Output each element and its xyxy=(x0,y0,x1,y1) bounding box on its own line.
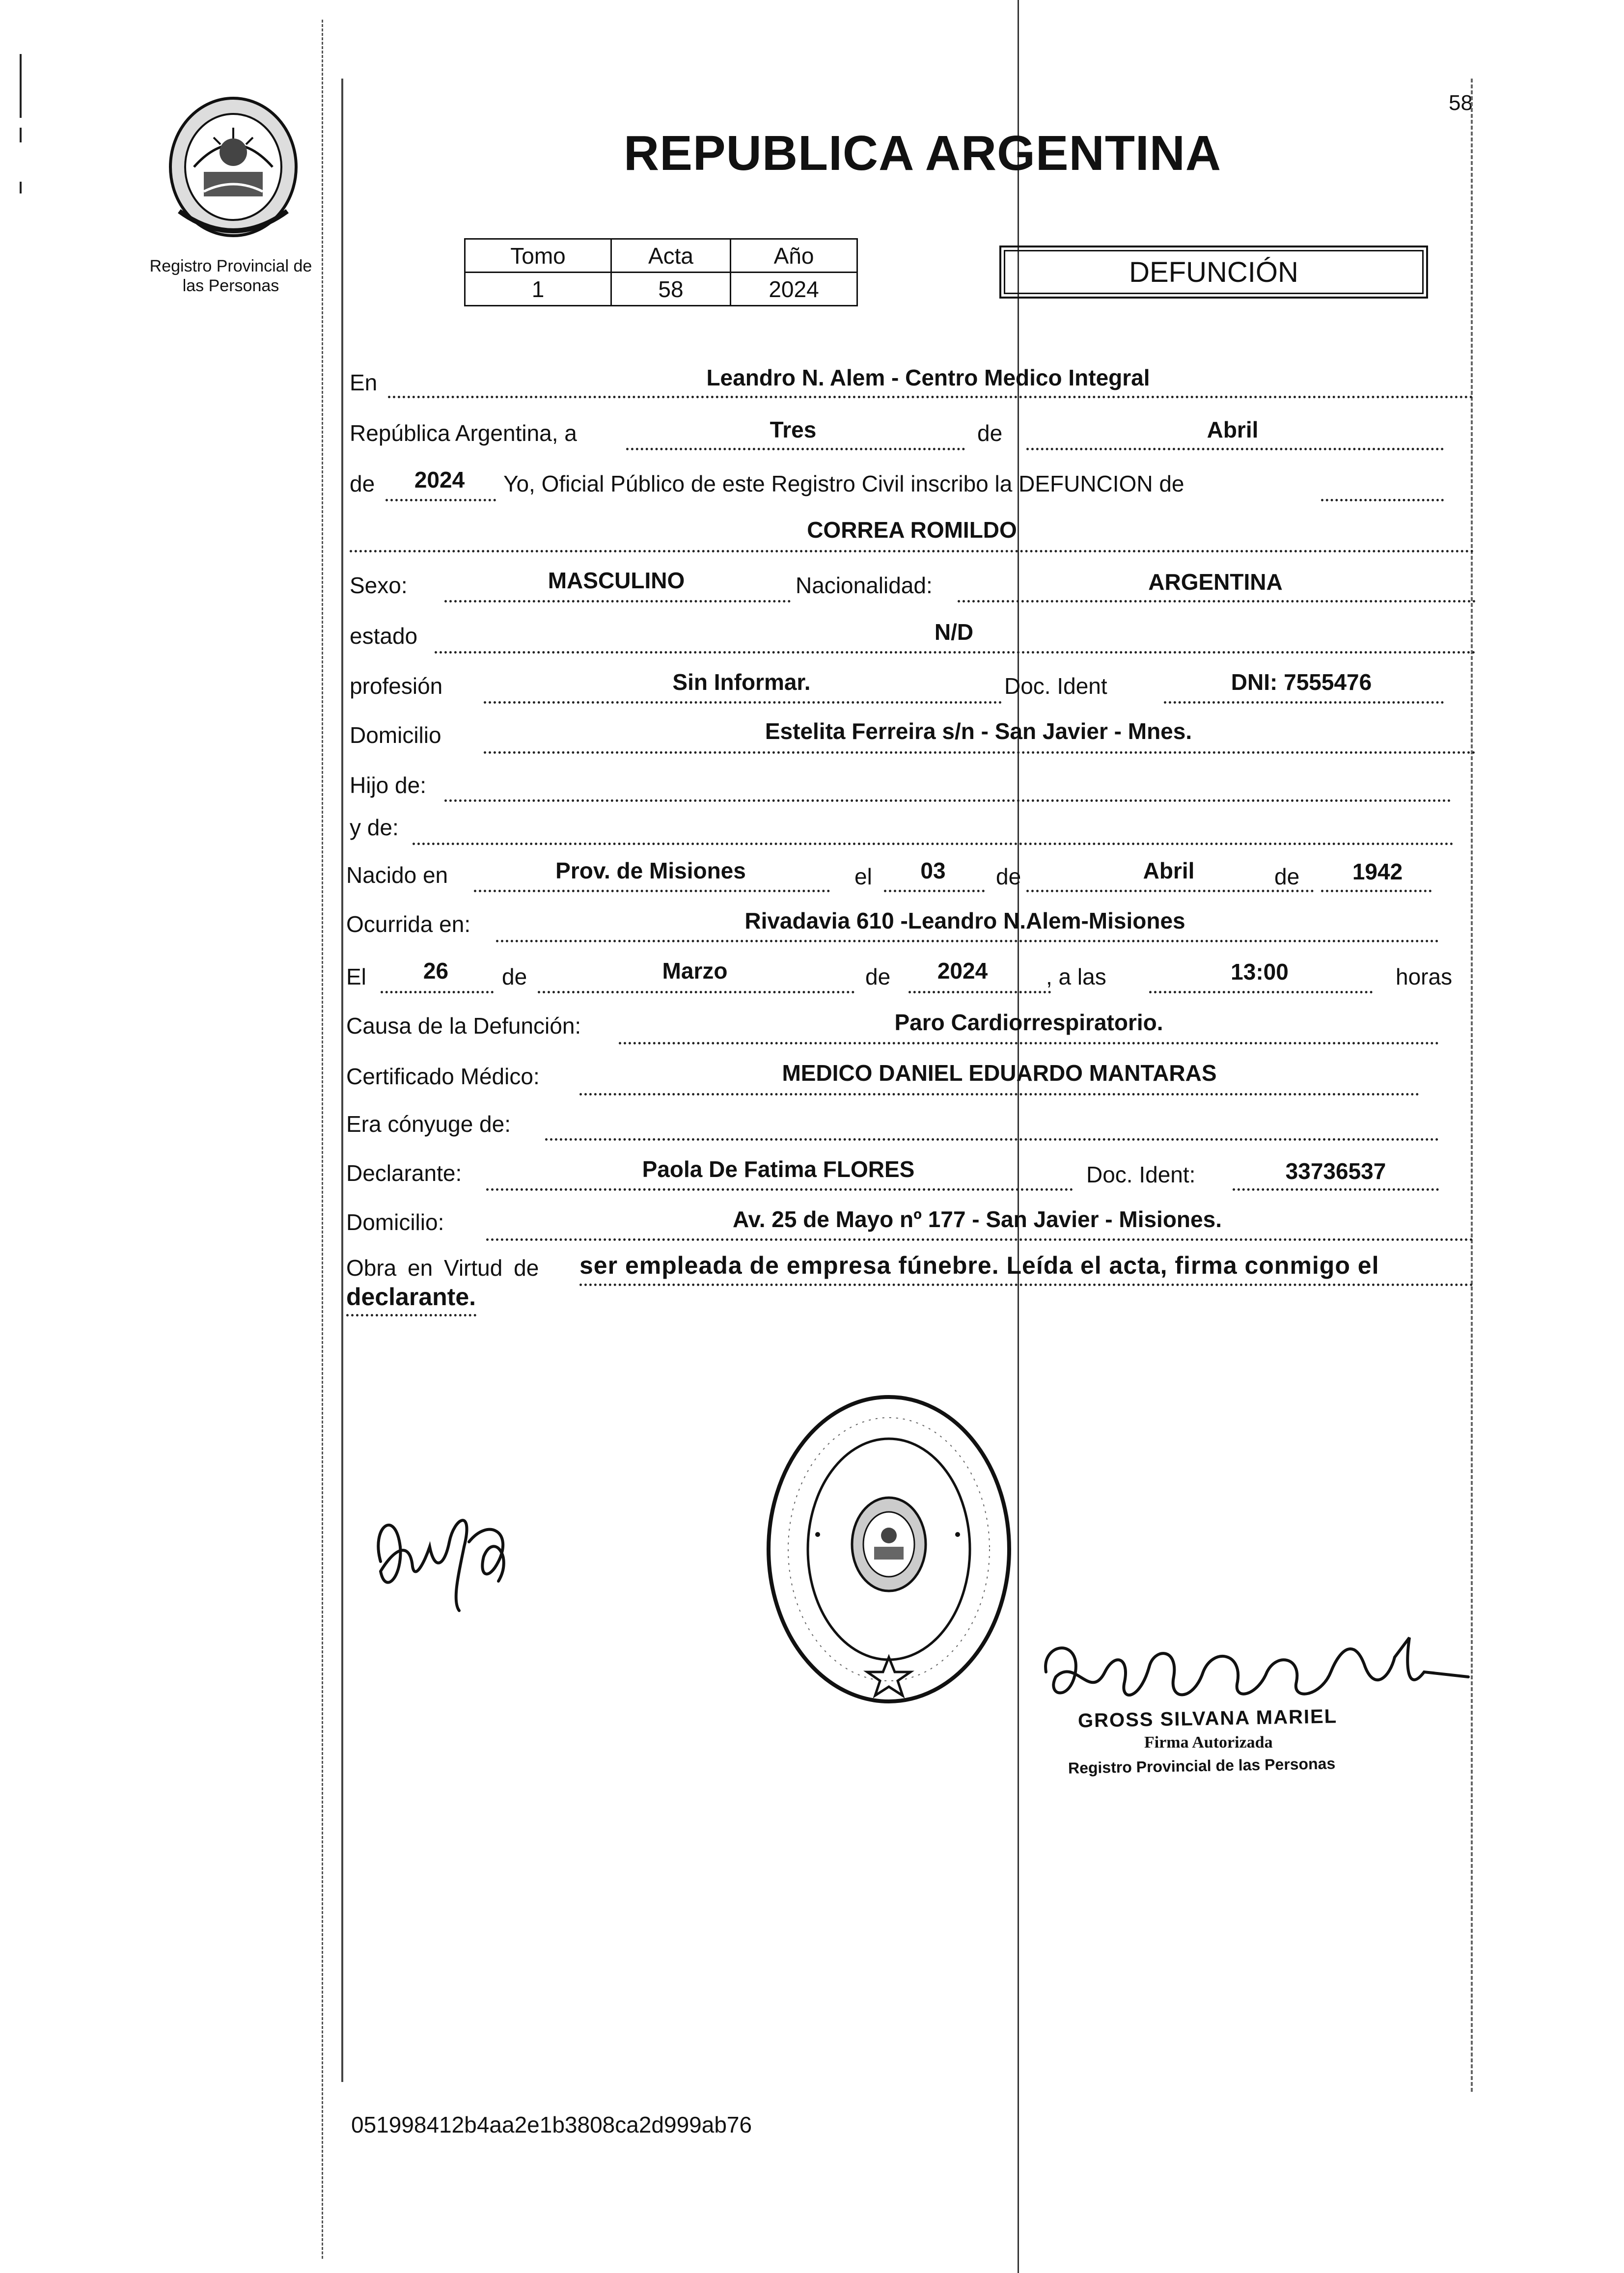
reference-table xyxy=(464,238,858,306)
dotted-line-en xyxy=(388,396,1473,398)
label-certificado: Certificado Médico: xyxy=(346,1064,540,1089)
dotted-line-birth-year xyxy=(1321,890,1431,892)
label-a-las: , a las xyxy=(1046,964,1106,989)
ref-value-ano: 2024 xyxy=(731,273,857,306)
label-el2: El xyxy=(346,964,366,989)
dotted-line-profesion xyxy=(484,701,1002,704)
dotted-line-causa xyxy=(619,1042,1439,1044)
oficial-statement: Yo, Oficial Público de este Registro Civil inscribo la DEFUNCION de xyxy=(503,471,1184,496)
label-republica: República Argentina, a xyxy=(350,420,577,446)
value-en: Leandro N. Alem - Centro Medico Integral xyxy=(706,365,1150,390)
deceased-name: CORREA ROMILDO xyxy=(807,517,1017,543)
dotted-line-conyuge xyxy=(545,1138,1439,1141)
label-horas: horas xyxy=(1396,964,1453,989)
dotted-line-declarante xyxy=(486,1188,1073,1191)
dotted-line-birth-day xyxy=(884,890,985,892)
dotted-line-nacionalidad xyxy=(958,600,1476,602)
label-causa: Causa de la Defunción: xyxy=(346,1013,581,1039)
label-death-de: de xyxy=(502,964,527,989)
registry-caption xyxy=(133,256,329,296)
dotted-line-year xyxy=(385,499,496,501)
label-de-month: de xyxy=(977,420,1003,446)
ref-value-acta: 58 xyxy=(611,273,731,306)
value-sexo: MASCULINO xyxy=(548,568,685,593)
dotted-line-obra-1 xyxy=(579,1284,1473,1286)
dotted-line-death-month xyxy=(538,991,854,993)
label-profesion: profesión xyxy=(350,673,443,699)
scan-mark-left xyxy=(20,54,22,118)
value-ocurrida: Rivadavia 610 -Leandro N.Alem-Misiones xyxy=(744,908,1185,933)
dotted-line-death-day xyxy=(381,991,494,993)
value-doc-ident: DNI: 7555476 xyxy=(1231,669,1372,695)
ref-header-ano: Año xyxy=(731,239,857,273)
record-type-box xyxy=(999,246,1428,299)
registry-caption-line-2: las Personas xyxy=(182,276,279,295)
value-nacido: Prov. de Misiones xyxy=(555,858,746,883)
value-obra-line-2: declarante. xyxy=(346,1283,476,1311)
label-decl-domicilio: Domicilio: xyxy=(346,1209,444,1235)
binding-line-left xyxy=(322,20,323,2259)
dotted-line-day xyxy=(626,448,965,450)
signatory-office: Registro Provincial de las Personas xyxy=(1068,1754,1336,1777)
province-emblem xyxy=(165,93,302,241)
value-death-time: 13:00 xyxy=(1231,959,1289,985)
value-declarante: Paola De Fatima FLORES xyxy=(642,1156,915,1182)
dotted-line-y-de xyxy=(413,843,1454,845)
label-birth-de: de xyxy=(996,864,1021,889)
scan-mark-left-3 xyxy=(20,182,22,193)
label-decl-doc: Doc. Ident: xyxy=(1086,1162,1196,1187)
value-death-year: 2024 xyxy=(937,958,988,984)
dotted-line-sexo xyxy=(444,600,791,602)
value-profesion: Sin Informar. xyxy=(672,669,811,695)
dotted-line-doc-ident xyxy=(1164,701,1444,704)
page-number: 58 xyxy=(1449,91,1473,115)
label-nacido: Nacido en xyxy=(346,862,448,888)
label-en: En xyxy=(350,370,378,395)
ref-header-tomo: Tomo xyxy=(465,239,611,273)
value-causa: Paro Cardiorrespiratorio. xyxy=(894,1010,1163,1035)
value-death-month: Marzo xyxy=(662,958,728,984)
declarant-signature xyxy=(366,1488,518,1616)
dotted-line-name xyxy=(350,550,1474,552)
value-death-day: 26 xyxy=(423,958,449,984)
label-de-year: de xyxy=(350,471,375,496)
dotted-line-decl-doc xyxy=(1233,1188,1439,1191)
dotted-line-certificado xyxy=(579,1093,1419,1095)
label-nacionalidad: Nacionalidad: xyxy=(796,573,933,598)
registry-caption-line-1: Registro Provincial de xyxy=(149,257,312,275)
label-declarante: Declarante: xyxy=(346,1160,462,1186)
dotted-line-birth-month xyxy=(1026,890,1314,892)
label-ocurrida: Ocurrida en: xyxy=(346,911,471,937)
label-birth-de2: de xyxy=(1274,864,1300,889)
value-decl-domicilio: Av. 25 de Mayo nº 177 - San Javier - Misiones. xyxy=(733,1206,1222,1232)
value-birth-month: Abril xyxy=(1143,858,1195,883)
dotted-line-month xyxy=(1026,448,1444,450)
dotted-line-oficial xyxy=(1321,499,1444,501)
label-obra: Obra en Virtud de xyxy=(346,1255,539,1281)
ref-header-acta: Acta xyxy=(611,239,731,273)
official-signature xyxy=(1036,1628,1478,1716)
signatory-role: Firma Autorizada xyxy=(1144,1733,1273,1752)
value-obra-line-1: ser empleada de empresa fúnebre. Leída el acta, firma conmigo el xyxy=(579,1252,1379,1279)
fold-line xyxy=(1018,0,1019,2273)
label-domicilio: Domicilio xyxy=(350,722,441,748)
document-title: REPUBLICA ARGENTINA xyxy=(624,126,1222,181)
value-estado: N/D xyxy=(934,619,974,645)
ref-value-tomo: 1 xyxy=(465,273,611,306)
label-conyuge: Era cónyuge de: xyxy=(346,1111,511,1137)
record-type: DEFUNCIÓN xyxy=(1129,256,1298,288)
label-doc-ident: Doc. Ident xyxy=(1004,673,1107,699)
dotted-line-ocurrida xyxy=(496,940,1439,942)
label-hijo: Hijo de: xyxy=(350,772,426,798)
scan-mark-left-2 xyxy=(20,128,22,142)
value-birth-day: 03 xyxy=(920,858,946,883)
value-nacionalidad: ARGENTINA xyxy=(1148,569,1283,595)
margin-line-left xyxy=(341,79,343,2082)
dotted-line-obra-2 xyxy=(346,1314,476,1316)
value-birth-year: 1942 xyxy=(1352,859,1403,884)
value-year: 2024 xyxy=(414,467,465,493)
dotted-line-decl-domicilio xyxy=(486,1238,1473,1241)
value-certificado: MEDICO DANIEL EDUARDO MANTARAS xyxy=(782,1060,1217,1086)
dotted-line-domicilio xyxy=(484,751,1476,754)
dotted-line-nacido xyxy=(474,890,830,892)
value-decl-doc: 33736537 xyxy=(1285,1158,1386,1184)
value-domicilio: Estelita Ferreira s/n - San Javier - Mnes. xyxy=(765,718,1192,744)
label-death-de2: de xyxy=(865,964,891,989)
dotted-line-death-time xyxy=(1149,991,1373,993)
dotted-line-death-year xyxy=(908,991,1051,993)
margin-line-right xyxy=(1471,79,1473,2092)
label-y-de: y de: xyxy=(350,815,399,840)
label-estado: estado xyxy=(350,623,418,649)
value-day: Tres xyxy=(770,417,817,442)
label-sexo: Sexo: xyxy=(350,573,408,598)
registry-seal xyxy=(764,1392,1014,1706)
dotted-line-estado xyxy=(435,651,1476,654)
dotted-line-hijo xyxy=(444,799,1451,802)
label-el: el xyxy=(854,864,872,889)
document-hash: 051998412b4aa2e1b3808ca2d999ab76 xyxy=(351,2112,752,2137)
value-month: Abril xyxy=(1207,417,1259,442)
signatory-name: GROSS SILVANA MARIEL xyxy=(1077,1705,1338,1732)
